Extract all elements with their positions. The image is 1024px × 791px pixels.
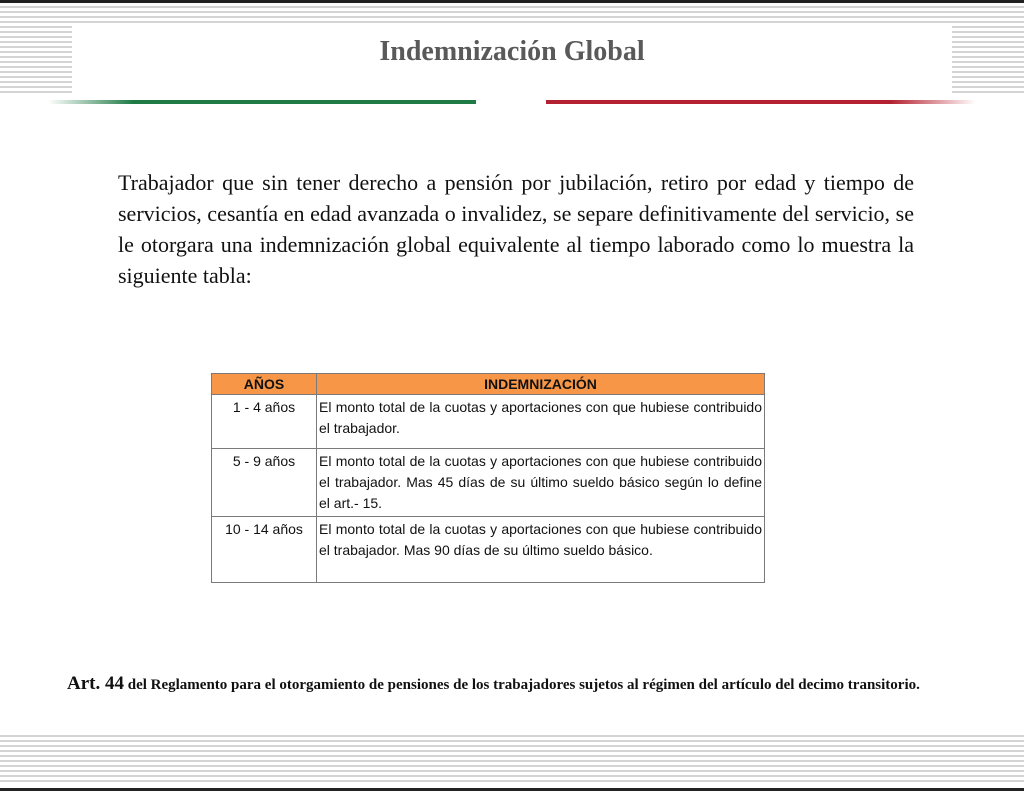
page-title: Indemnización Global xyxy=(379,36,645,67)
decorative-stripes-top xyxy=(72,6,952,26)
table-row xyxy=(212,395,765,449)
header-years: AÑOS xyxy=(212,374,317,395)
row-years: 1 - 4 años xyxy=(212,395,317,449)
row-years: 10 - 14 años xyxy=(212,517,317,583)
decorative-stripes-bottom xyxy=(0,735,1024,785)
row-description: El monto total de la cuotas y aportaciones con que hubiese contribuido el trabajador. Mas 45 días de su último sueldo básico según lo define el art.- 15. xyxy=(317,449,765,517)
table-row xyxy=(212,449,765,517)
green-divider-bar xyxy=(48,100,476,104)
row-description: El monto total de la cuotas y aportaciones con que hubiese contribuido el trabajador. Mas 90 días de su último sueldo básico. xyxy=(317,517,765,583)
article-reference: del Reglamento para el otorgamiento de pensiones de los trabajadores sujetos al régimen del artículo del decimo transitorio. xyxy=(127,677,920,693)
footer-citation xyxy=(67,672,967,697)
intro-paragraph: Trabajador que sin tener derecho a pensión por jubilación, retiro por edad y tiempo de servicios, cesantía en edad avanzada o invalidez, se separe definitivamente del servicio, se le otorgara una indemnización global equivalente al tiempo laborado como lo muestra la siguiente tabla: xyxy=(118,170,914,288)
indemnization-table xyxy=(211,373,765,583)
red-divider-bar xyxy=(546,100,976,104)
row-years: 5 - 9 años xyxy=(212,449,317,517)
table-row xyxy=(212,517,765,583)
table-header-row xyxy=(212,374,765,395)
article-number: Art. 44 xyxy=(67,673,124,694)
header-indemnization: INDEMNIZACIÓN xyxy=(317,374,765,395)
row-description: El monto total de la cuotas y aportaciones con que hubiese contribuido el trabajador. xyxy=(317,395,765,449)
